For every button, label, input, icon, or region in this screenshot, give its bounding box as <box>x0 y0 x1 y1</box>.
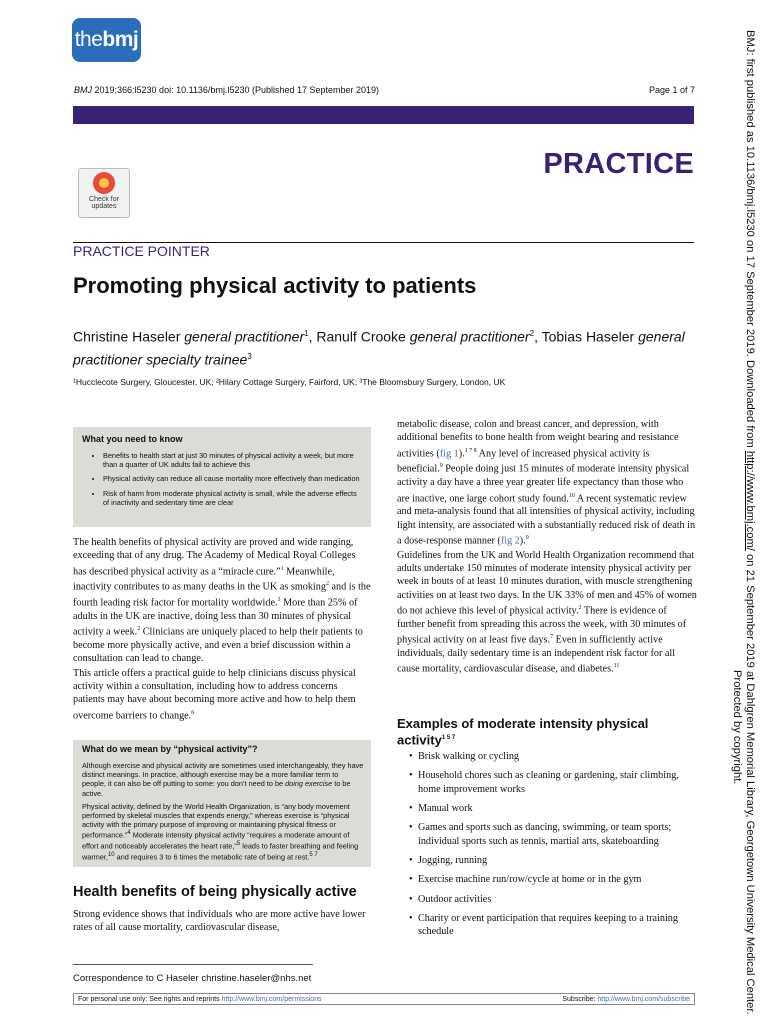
citation-line: BMJ 2019;366:l5230 doi: 10.1136/bmj.l5230 (Published 17 September 2019) <box>74 85 380 95</box>
check-for-updates-badge[interactable]: Check for updates <box>78 168 130 218</box>
what-you-need-to-know-box <box>73 427 371 527</box>
figure-link[interactable]: fig 1 <box>439 448 459 460</box>
box-paragraph: Physical activity, defined by the World Health Organization, is “any body movement performed by skeletal muscles that expends energy,” whereas exercise is “physical activity with the primary purpose of improving or maintaining physical fitness or performance.”$^4$ Moderate intensity physical activity “requires a moderate amount of effort and noticeably accelerates the heart rate,”$^5$ leads to faster breathing and feeling warmer,$^{10}$ and requires 3 to 6 times the metabolic rate of being at rest.$^{5 7}$ <box>82 801 359 862</box>
correspondence: Correspondence to C Haseler christine.haseler@nhs.net <box>73 973 312 984</box>
examples-list <box>397 750 697 945</box>
side-note <box>731 30 756 1015</box>
box-title: What do we mean by “physical activity”? <box>82 744 258 754</box>
left-column <box>73 536 371 723</box>
physical-activity-definition-box <box>73 740 371 867</box>
list-item: • Household chores such as cleaning or gardening, stair climbing, home improvement works <box>397 769 697 796</box>
header-bar <box>73 106 694 124</box>
subscribe-link[interactable]: http://www.bmj.com/subscribe <box>597 995 690 1003</box>
section-title: PRACTICE <box>543 148 694 180</box>
crossmark-icon <box>93 172 115 194</box>
permissions-link[interactable]: http://www.bmj.com/permissions <box>221 995 322 1003</box>
box-title: What you need to know <box>82 434 183 444</box>
section-heading: Examples of moderate intensity physical activity$^{1 5 7}$ <box>397 716 649 748</box>
section-heading: Health benefits of being physically active <box>73 884 357 900</box>
list-item: • Charity or event participation that requires keeping to a training schedule <box>397 912 697 939</box>
paragraph: Strong evidence shows that individuals who are more active have lower rates of all cause mortality, cardiovascular disease, <box>73 909 366 934</box>
bmj-link[interactable]: http://www.bmj.com/ <box>744 450 756 551</box>
box-item: • Risk of harm from moderate physical activity is small, while the adverse effects of inactivity and sedentary time are clear <box>103 489 361 507</box>
page-number: Page 1 of 7 <box>648 85 695 95</box>
article-kicker: PRACTICE POINTER <box>73 243 210 259</box>
affiliations: ¹Hucclecote Surgery, Gloucester, UK; ²Hilary Cottage Surgery, Fairford, UK; ³The Bloomsbury Surgery, London, UK <box>73 377 506 387</box>
box-item: • Physical activity can reduce all cause mortality more effectively than medication <box>103 474 361 483</box>
list-item: • Games and sports such as dancing, swimming, or team sports; individual sports such as tennis, martial arts, skateboarding <box>397 821 697 848</box>
download-notice: BMJ: first published as 10.1136/bmj.l5230 on 17 September 2019. Downloaded from http://www.bmj.com/ on 21 September 2019 at Dahlgren Memorial Library, Georgetown University Medical Center. <box>744 30 756 1015</box>
paragraph: metabolic disease, colon and breast cancer, and depression, with additional benefits to bone health from weight bearing and resistance activities (fig 1).$^{1 7 8}$ Any level of increased physical activity is beneficial.$^9$ People doing just 15 minutes of moderate intensity physical activity a day have a three year greater life expectancy than those who are inactive, one large cohort study found.$^{10}$ A recent systematic review and meta-analysis found that all intensities of physical activity, including light intensity, are associated with a substantially reduced risk of death in a dose-response manner (fig 2).$^9$ <box>397 419 696 547</box>
box-item: • Benefits to health start at just 30 minutes of physical activity a week, but more than a quarter of UK adults fail to achieve this <box>103 451 361 469</box>
list-item: • Jogging, running <box>397 854 697 867</box>
list-item: • Brisk walking or cycling <box>397 750 697 763</box>
paragraph: Guidelines from the UK and World Health Organization recommend that adults undertake 150 minutes of moderate intensity physical activity per week in bouts of at least 10 minutes duration, with muscle strengthening activities on at least two days. In the UK 33% of men and 45% of women do not achieve this level of physical activity.$^2$ There is evidence of further benefit from spreading this across the week, with 30 minutes of physical activity on at least five days.$^7$ Even in sufficiently active individuals, daily sedentary time is an independent risk factor for all cause mortality, cardiovascular disease, and diabetes.$^{11}$ <box>397 549 697 675</box>
figure-link[interactable]: fig 2 <box>500 535 520 547</box>
list-item: • Outdoor activities <box>397 893 697 906</box>
list-item: • Exercise machine run/row/cycle at home or in the gym <box>397 873 697 886</box>
box-paragraph: Although exercise and physical activity are sometimes used interchangeably, they have distinct meanings. In practice, although exercise may be a more familiar term to people, it can also be off putting to some: you don’t need to be doing exercise to be active. <box>82 761 364 798</box>
right-column <box>397 418 697 677</box>
author-list: Christine Haseler general practitioner$^1$, Ranulf Crooke general practitioner$^2$, Tobias Haseler general practitioner specialty trainee$^3$ <box>73 328 685 368</box>
footnote-divider <box>73 964 313 965</box>
article-title: Promoting physical activity to patients <box>73 273 477 298</box>
page-footer: For personal use only: See rights and reprints http://www.bmj.com/permissions Subscribe: http://www.bmj.com/subscribe <box>73 993 695 1005</box>
copyright-notice: Protected by copyright. <box>731 670 743 785</box>
bmj-logo[interactable]: the bmj <box>72 18 141 62</box>
paragraph: This article offers a practical guide to help clinicians discuss physical activity within a consultation, including how to address concerns patients may have about becoming more active and how to help them overcome barriers to change.$^6$ <box>73 667 356 722</box>
list-item: • Manual work <box>397 802 697 815</box>
paragraph: The health benefits of physical activity are proved and wide ranging, exceeding that of any drug. The Academy of Medical Royal Colleges has described physical activity as a “miracle cure.”$^1$ Meanwhile, inactivity contributes to as many deaths in the UK as smoking$^2$ and is the fourth leading risk factor for mortality worldwide.$^3$ More than 25% of adults in the UK are inactive, doing less than 30 minutes of physical activity a week.$^2$ Clinicians are uniquely placed to help their patients to become more physically active, and even a brief discussion within a consultation can lead to change. <box>73 537 371 665</box>
